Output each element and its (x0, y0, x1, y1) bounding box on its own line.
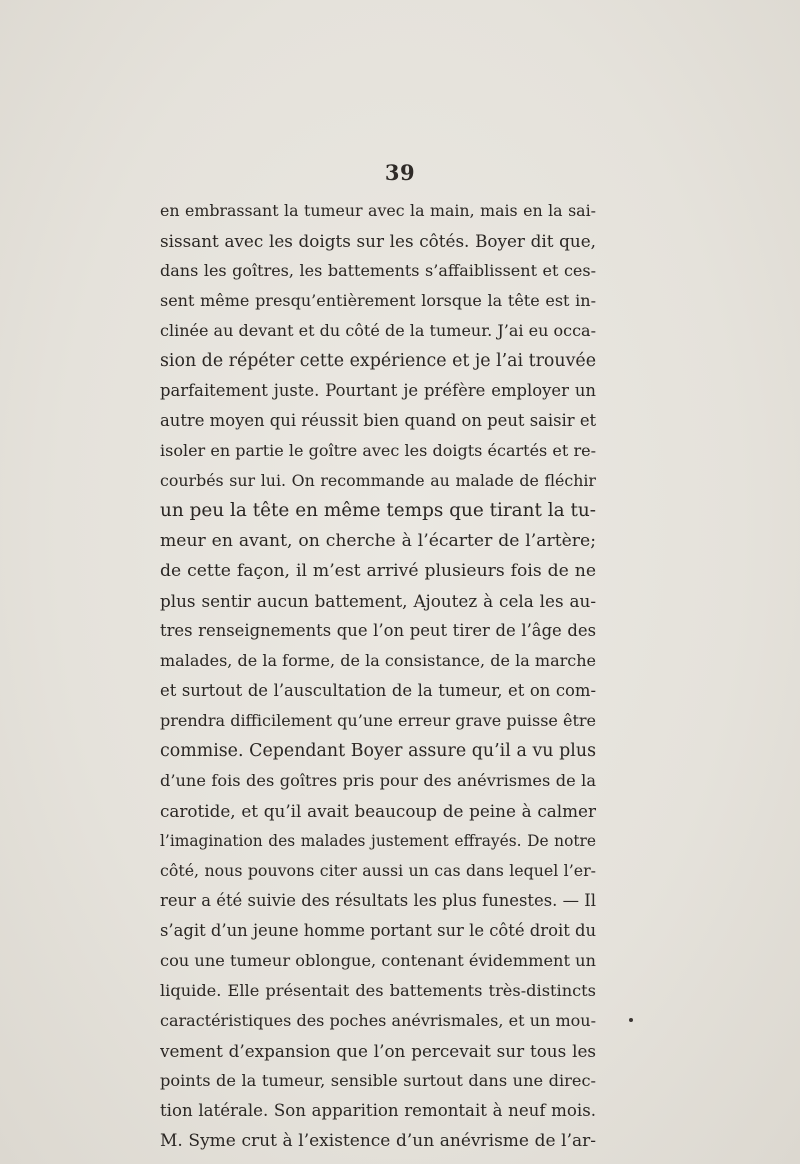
text-line: plus sentir aucun battement, Ajoutez à cela les au- (160, 591, 596, 611)
text-line: parfaitement juste. Pourtant je préfère employer un (160, 381, 596, 400)
text-line: s’agit d’un jeune homme portant sur le côté droit du (160, 921, 596, 940)
text-line: et surtout de l’auscultation de la tumeur, et on com- (160, 681, 596, 700)
text-line: tres renseignements que l’on peut tirer de l’âge des (160, 621, 596, 640)
ink-speck (629, 1018, 633, 1022)
text-line: de cette façon, il m’est arrivé plusieurs fois de ne (160, 561, 596, 581)
text-line: sissant avec les doigts sur les côtés. Boyer dit que, (160, 231, 596, 251)
text-line: courbés sur lui. On recommande au malade de fléchir (160, 471, 596, 490)
text-line: reur a été suivie des résultats les plus funestes. — Il (160, 891, 596, 910)
page-number: 39 (384, 160, 416, 185)
text-line: malades, de la forme, de la consistance, de la marche (160, 651, 596, 670)
text-line: M. Syme crut à l’existence d’un anévrisme de l’ar- (160, 1131, 596, 1151)
text-line: d’une fois des goîtres pris pour des anévrismes de la (160, 771, 596, 790)
text-line: carotide, et qu’il avait beaucoup de peine à calmer (160, 801, 596, 821)
text-line: dans les goîtres, les battements s’affaiblissent et ces- (160, 261, 596, 280)
text-line: l’imagination des malades justement effrayés. De notre (160, 832, 596, 850)
text-line: cou une tumeur oblongue, contenant évidemment un (160, 951, 596, 970)
text-line: caractéristiques des poches anévrismales, et un mou- (160, 1011, 596, 1030)
text-line: prendra difficilement qu’une erreur grave puisse être (160, 711, 596, 730)
text-line: tion latérale. Son apparition remontait à neuf mois. (160, 1101, 596, 1120)
text-line: sion de répéter cette expérience et je l’ai trouvée (160, 351, 596, 371)
text-line: autre moyen qui réussit bien quand on peut saisir et (160, 411, 596, 430)
text-line: meur en avant, on cherche à l’écarter de l’artère; (160, 531, 596, 551)
text-line: en embrassant la tumeur avec la main, mais en la sai- (160, 201, 596, 220)
body-text (160, 196, 596, 1156)
text-line: liquide. Elle présentait des battements très-distincts (160, 981, 596, 1000)
text-line: clinée au devant et du côté de la tumeur. J’ai eu occa- (160, 321, 596, 340)
text-line: vement d’expansion que l’on percevait sur tous les (160, 1041, 596, 1061)
text-line: commise. Cependant Boyer assure qu’il a vu plus (160, 741, 596, 761)
text-line: isoler en partie le goître avec les doigts écartés et re- (160, 441, 596, 460)
text-line: un peu la tête en même temps que tirant la tu- (160, 500, 596, 521)
text-line: points de la tumeur, sensible surtout dans une direc- (160, 1071, 596, 1090)
text-line: côté, nous pouvons citer aussi un cas dans lequel l’er- (160, 861, 596, 880)
text-line: sent même presqu’entièrement lorsque la tête est in- (160, 291, 596, 310)
